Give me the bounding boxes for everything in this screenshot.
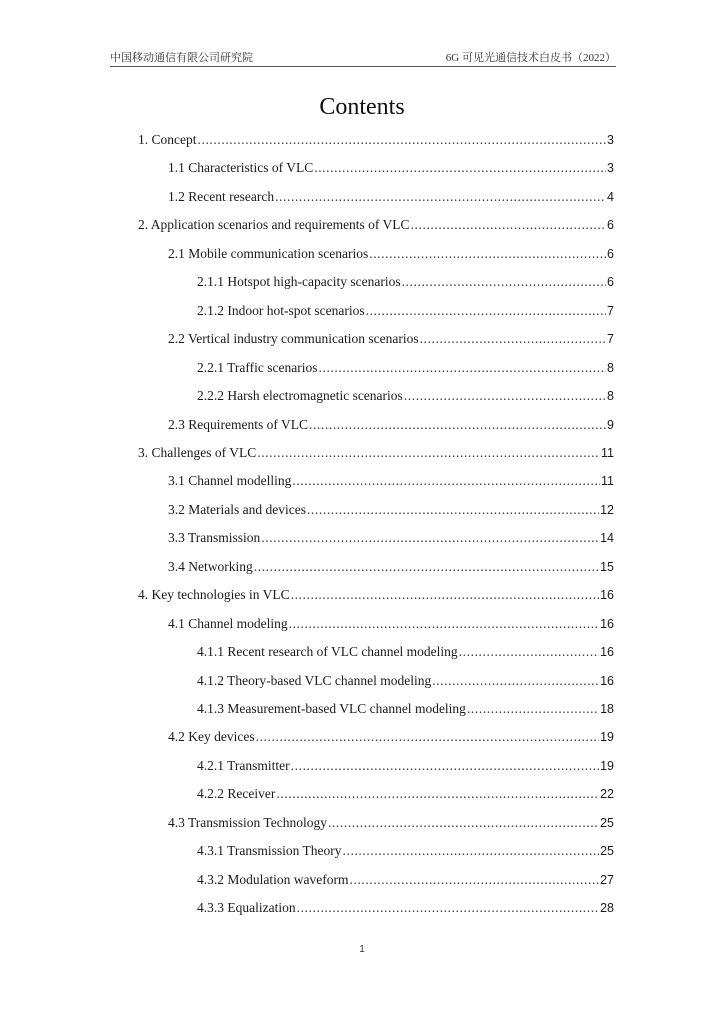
toc-entry[interactable]: [168, 187, 614, 207]
toc-entry[interactable]: [197, 898, 614, 918]
toc-entry[interactable]: [168, 813, 614, 833]
toc-dot-leader: [276, 784, 599, 804]
toc-entry-label: 4.3.3 Equalization: [197, 900, 296, 915]
toc-dot-leader: [328, 813, 599, 833]
toc-entry-page: 16: [600, 588, 614, 602]
toc-dot-leader: [366, 301, 606, 321]
toc-entry[interactable]: [138, 443, 614, 463]
toc-entry-page: 3: [607, 161, 614, 175]
toc-dot-leader: [254, 557, 599, 577]
toc-dot-leader: [309, 415, 606, 435]
toc-entry-label: 1.1 Characteristics of VLC: [168, 160, 314, 175]
toc-dot-leader: [307, 500, 599, 520]
toc-entry[interactable]: [197, 699, 614, 719]
toc-dot-leader: [289, 614, 599, 634]
toc-entry[interactable]: [197, 358, 614, 378]
toc-entry[interactable]: [197, 784, 614, 804]
toc-entry-label: 2.2.2 Harsh electromagnetic scenarios: [197, 388, 403, 403]
toc-entry-page: 7: [607, 304, 614, 318]
page-number: 1: [359, 944, 365, 955]
page-header: [110, 50, 616, 67]
toc-dot-leader: [319, 358, 607, 378]
toc-entry[interactable]: [168, 158, 614, 178]
toc-entry-page: 6: [607, 275, 614, 289]
toc-dot-leader: [292, 471, 600, 491]
toc-dot-leader: [411, 215, 606, 235]
toc-entry[interactable]: [197, 642, 614, 662]
toc-dot-leader: [297, 898, 599, 918]
toc-entry-page: 16: [600, 674, 614, 688]
toc-title: Contents: [319, 94, 405, 120]
toc-entry-label: 2.1.2 Indoor hot-spot scenarios: [197, 303, 365, 318]
toc-entry-page: 27: [600, 873, 614, 887]
toc-entry-label: 4.1 Channel modeling: [168, 616, 288, 631]
toc-dot-leader: [404, 386, 606, 406]
toc-entry[interactable]: [197, 671, 614, 691]
header-organization: 中国移动通信有限公司研究院: [110, 52, 253, 64]
toc-entry-page: 7: [607, 332, 614, 346]
toc-entry[interactable]: [138, 215, 614, 235]
toc-dot-leader: [432, 671, 599, 691]
toc-entry-page: 3: [607, 133, 614, 147]
toc-dot-leader: [369, 244, 606, 264]
toc-entry-label: 4.1.1 Recent research of VLC channel modeling: [197, 644, 458, 659]
toc-entry-label: 3.3 Transmission: [168, 530, 261, 545]
toc-entry-label: 2.1.1 Hotspot high-capacity scenarios: [197, 274, 401, 289]
toc-entry-page: 11: [601, 446, 614, 460]
toc-entry-label: 4.3.1 Transmission Theory: [197, 843, 342, 858]
toc-dot-leader: [343, 841, 600, 861]
toc-entry-label: 2. Application scenarios and requirements of VLC: [138, 217, 410, 232]
toc-entry[interactable]: [197, 272, 614, 292]
toc-entry-page: 19: [600, 730, 614, 744]
toc-entry[interactable]: [138, 585, 614, 605]
toc-dot-leader: [467, 699, 599, 719]
toc-entry-page: 11: [601, 474, 614, 488]
toc-entry[interactable]: [168, 244, 614, 264]
toc-entry-page: 19: [600, 759, 614, 773]
toc-entry-label: 4.1.3 Measurement-based VLC channel modeling: [197, 701, 466, 716]
toc-entry-page: 14: [600, 531, 614, 545]
toc-entry-page: 16: [600, 617, 614, 631]
toc-entry[interactable]: [197, 386, 614, 406]
toc-entry-page: 28: [600, 901, 614, 915]
toc-entry-label: 2.2 Vertical industry communication scenarios: [168, 331, 419, 346]
toc-entry-page: 4: [607, 190, 614, 204]
toc-entry[interactable]: [197, 756, 614, 776]
toc-dot-leader: [402, 272, 606, 292]
toc-dot-leader: [291, 756, 599, 776]
toc-entry[interactable]: [168, 557, 614, 577]
toc-entry[interactable]: [197, 841, 614, 861]
toc-entry-label: 4.2.1 Transmitter: [197, 758, 290, 773]
toc-entry[interactable]: [168, 329, 614, 349]
header-document-title: 6G 可见光通信技术白皮书（2022）: [445, 52, 616, 64]
toc-entry-label: 3.1 Channel modelling: [168, 473, 292, 488]
toc-entry-label: 4.3 Transmission Technology: [168, 815, 327, 830]
toc-entry-page: 9: [607, 418, 614, 432]
toc-entry-label: 4.3.2 Modulation waveform: [197, 872, 349, 887]
toc-entry-label: 2.3 Requirements of VLC: [168, 417, 308, 432]
toc-entry[interactable]: [168, 500, 614, 520]
toc-dot-leader: [314, 158, 606, 178]
toc-entry-page: 16: [600, 645, 614, 659]
toc-entry[interactable]: [168, 471, 614, 491]
toc-entry-label: 4. Key technologies in VLC: [138, 587, 290, 602]
toc-entry-label: 3.4 Networking: [168, 559, 253, 574]
toc-dot-leader: [291, 585, 599, 605]
toc-entry-page: 25: [600, 844, 614, 858]
toc-entry-page: 6: [607, 218, 614, 232]
toc-dot-leader: [420, 329, 606, 349]
toc-entry-page: 22: [600, 787, 614, 801]
toc-entry-label: 2.1 Mobile communication scenarios: [168, 246, 369, 261]
toc-entry-page: 6: [607, 247, 614, 261]
toc-entry[interactable]: [168, 528, 614, 548]
toc-entry-page: 25: [600, 816, 614, 830]
toc-entry-page: 8: [607, 389, 614, 403]
toc-entry[interactable]: [138, 130, 614, 150]
toc-entry-page: 8: [607, 361, 614, 375]
toc-entry-page: 12: [600, 503, 614, 517]
toc-entry-label: 3. Challenges of VLC: [138, 445, 257, 460]
toc-entry-label: 1. Concept: [138, 132, 197, 147]
toc-entry-label: 3.2 Materials and devices: [168, 502, 306, 517]
toc-entry-label: 1.2 Recent research: [168, 189, 275, 204]
toc-entry-label: 4.2 Key devices: [168, 729, 255, 744]
toc-entry-label: 4.2.2 Receiver: [197, 786, 276, 801]
toc-dot-leader: [257, 443, 600, 463]
toc-entry[interactable]: [168, 614, 614, 634]
toc-entry[interactable]: [197, 301, 614, 321]
toc-entry-label: 4.1.2 Theory-based VLC channel modeling: [197, 673, 432, 688]
toc-dot-leader: [198, 130, 607, 150]
toc-dot-leader: [349, 870, 599, 890]
toc-entry-page: 15: [600, 560, 614, 574]
toc-dot-leader: [261, 528, 599, 548]
toc-entry[interactable]: [168, 415, 614, 435]
toc-entry-page: 18: [600, 702, 614, 716]
toc-entry-label: 2.2.1 Traffic scenarios: [197, 360, 318, 375]
toc-dot-leader: [275, 187, 606, 207]
toc-entry[interactable]: [197, 870, 614, 890]
toc-dot-leader: [459, 642, 599, 662]
toc-entry[interactable]: [168, 727, 614, 747]
toc-dot-leader: [256, 727, 599, 747]
